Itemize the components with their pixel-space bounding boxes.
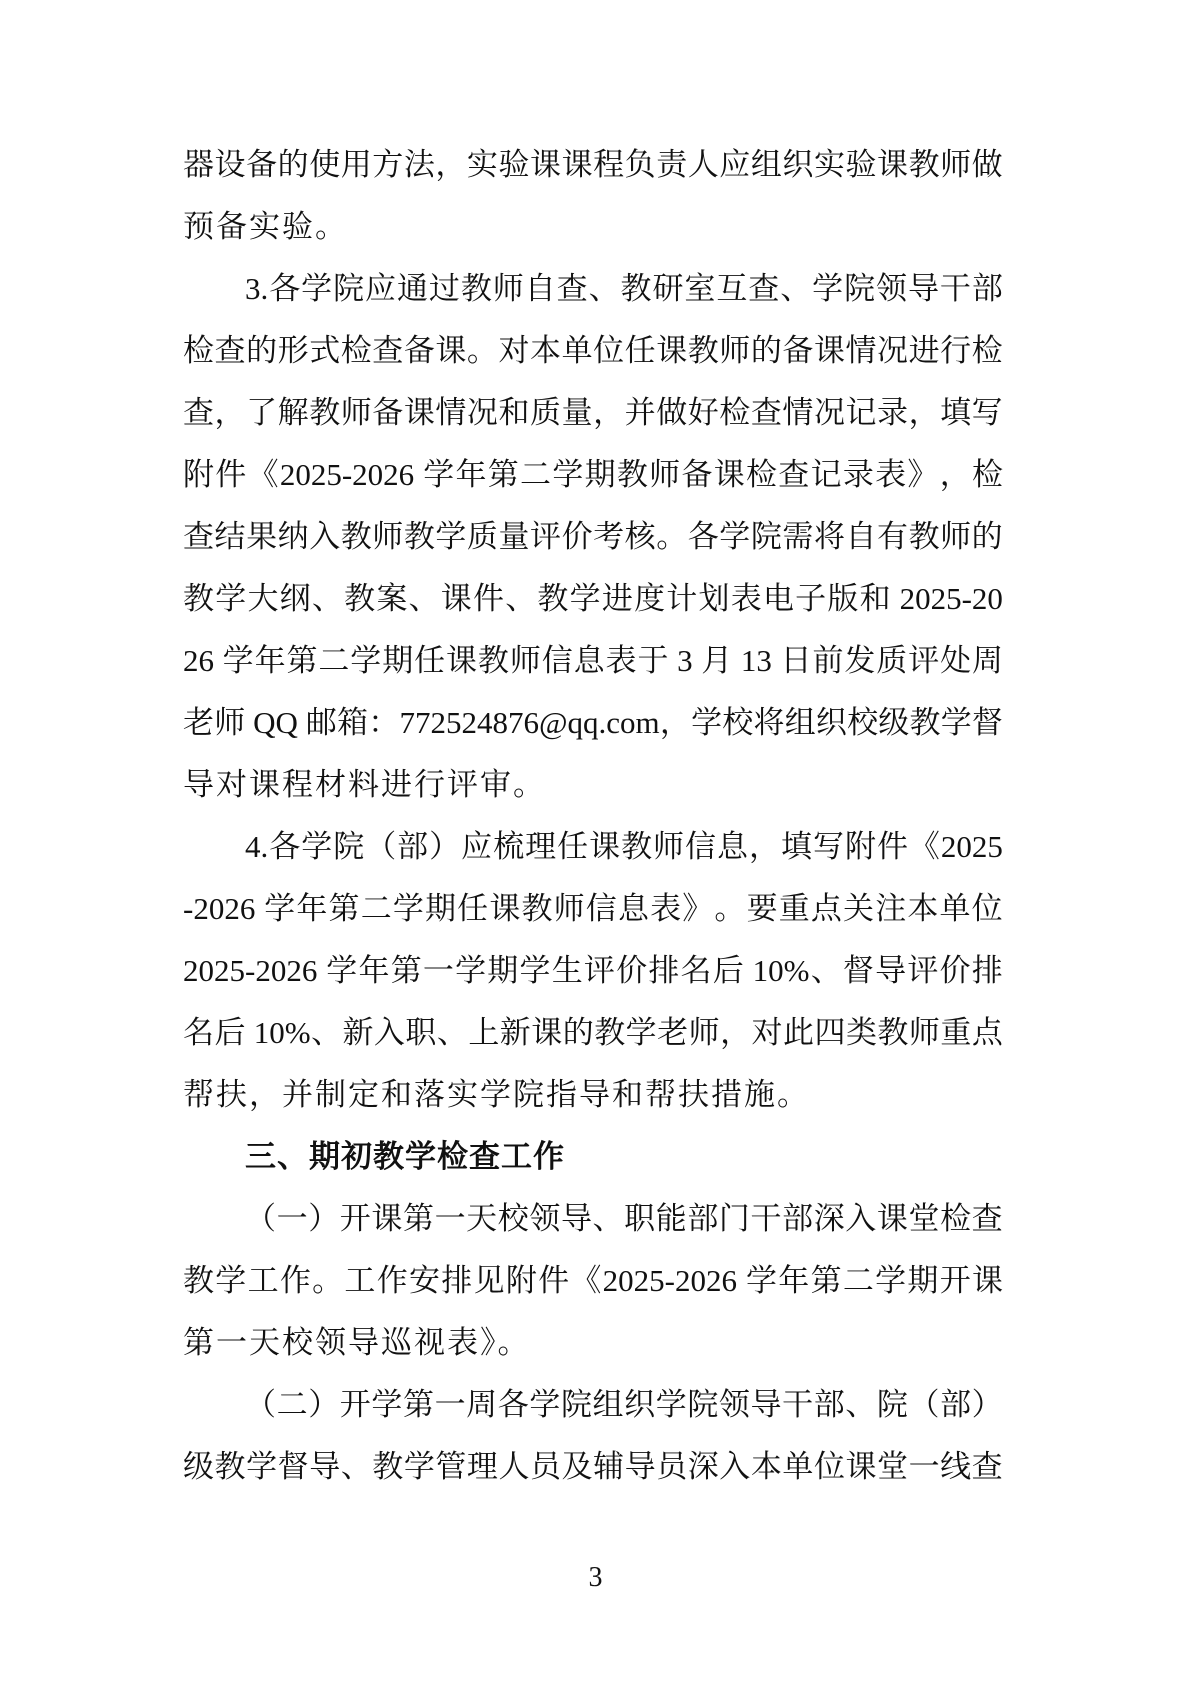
text-line: 老 师 QQ 邮 箱 ： 772524876@qq.com ， 学 校 将 组 织 校 级 教 学 督 bbox=[183, 705, 1003, 740]
text-line: 名 后 10% 、 新 入 职 、 上 新 课 的 教 学 老 师 ， 对 此 四 类 教 师 重 点 bbox=[183, 1015, 1003, 1050]
text-line: 预备实验。 bbox=[183, 209, 348, 244]
text-line: -2026 学 年 第 二 学 期 任 课 教 师 信 息 表 》 。 要 重 点 关 注 本 单 位 bbox=[183, 891, 1003, 926]
page-number: 3 bbox=[588, 1562, 603, 1593]
text-line: 器 设 备 的 使 用 方 法 ， 实 验 课 课 程 负 责 人 应 组 织 实 验 课 教 师 做 bbox=[183, 147, 1003, 182]
text-line: 教 学 工 作 。 工 作 安 排 见 附 件 《 2025-2026 学 年 第 二 学 期 开 课 bbox=[183, 1263, 1003, 1298]
text-line: 26 学 年 第 二 学 期 任 课 教 师 信 息 表 于 3 月 13 日 前 发 质 评 处 周 bbox=[183, 643, 1003, 678]
text-line: 导对课程材料进行评审。 bbox=[183, 767, 546, 802]
text-line: 级 教 学 督 导 、 教 学 管 理 人 员 及 辅 导 员 深 入 本 单 位 课 堂 一 线 查 bbox=[183, 1449, 1003, 1484]
text-line: 查 ， 了 解 教 师 备 课 情 况 和 质 量 ， 并 做 好 检 查 情 况 记 录 ， 填 写 bbox=[183, 395, 1003, 430]
text-line: （ 二 ） 开 学 第 一 周 各 学 院 组 织 学 院 领 导 干 部 、 院 （ 部 ） bbox=[245, 1387, 1003, 1422]
text-line: 3. 各 学 院 应 通 过 教 师 自 查 、 教 研 室 互 查 、 学 院 领 导 干 部 bbox=[245, 271, 1003, 306]
text-line: 4. 各 学 院 （ 部 ） 应 梳 理 任 课 教 师 信 息 ， 填 写 附 件 《 2025 bbox=[245, 829, 1003, 864]
document-body bbox=[183, 134, 1003, 1498]
text-line: （ 一 ） 开 课 第 一 天 校 领 导 、 职 能 部 门 干 部 深 入 课 堂 检 查 bbox=[245, 1201, 1003, 1236]
section-heading: 三、期初教学检查工作 bbox=[245, 1139, 565, 1174]
text-line: 查 结 果 纳 入 教 师 教 学 质 量 评 价 考 核 。 各 学 院 需 将 自 有 教 师 的 bbox=[183, 519, 1003, 554]
text-line: 教 学 大 纲 、 教 案 、 课 件 、 教 学 进 度 计 划 表 电 子 版 和 2025-20 bbox=[183, 581, 1003, 616]
text-line: 帮扶，并制定和落实学院指导和帮扶措施。 bbox=[183, 1077, 810, 1112]
text-line: 检 查 的 形 式 检 查 备 课 。 对 本 单 位 任 课 教 师 的 备 课 情 况 进 行 检 bbox=[183, 333, 1003, 368]
text-line: 附 件 《 2025-2026 学 年 第 二 学 期 教 师 备 课 检 查 记 录 表 》 ， 检 bbox=[183, 457, 1003, 492]
text-line: 第一天校领导巡视表》。 bbox=[183, 1325, 531, 1360]
text-line: 2025-2026 学 年 第 一 学 期 学 生 评 价 排 名 后 10% 、 督 导 评 价 排 bbox=[183, 953, 1003, 988]
